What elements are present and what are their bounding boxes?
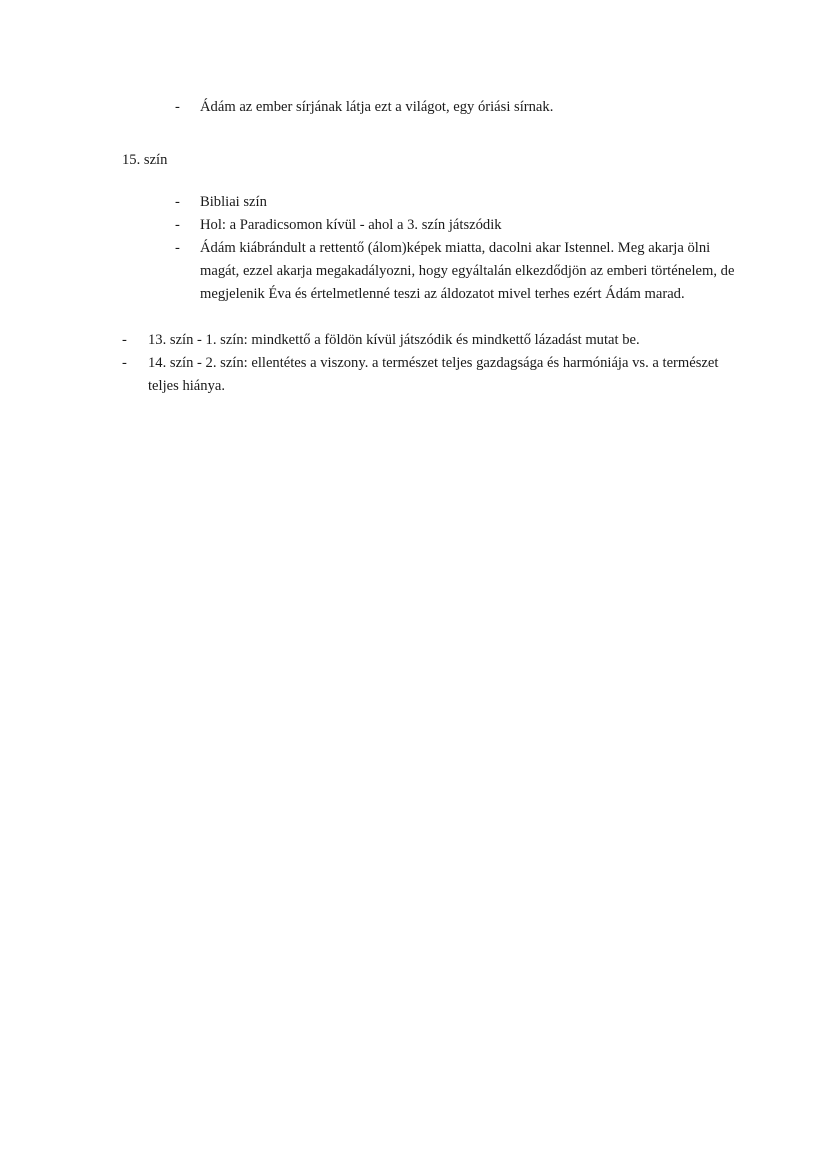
list-item-text: 13. szín - 1. szín: mindkettő a földön kívül játszódik és mindkettő lázadást mutat be. xyxy=(148,332,640,348)
bullet-marker-icon: - xyxy=(122,355,127,371)
bullet-marker-icon: - xyxy=(175,217,180,233)
bullet-marker-icon: - xyxy=(175,194,180,210)
section-heading: 15. szín xyxy=(122,152,168,168)
spacer xyxy=(0,119,828,149)
spacer xyxy=(0,172,828,191)
bullet-marker-icon: - xyxy=(175,99,180,115)
list-item-text: Ádám az ember sírjának látja ezt a világot, egy óriási sírnak. xyxy=(200,99,554,115)
list-item-text: 14. szín - 2. szín: ellentétes a viszony. a természet teljes gazdagsága és harmóniája vs. a természet teljes hiánya. xyxy=(148,355,719,394)
spacer xyxy=(0,306,828,329)
document-body xyxy=(0,96,828,398)
list-item xyxy=(0,237,828,306)
list-item-text: Hol: a Paradicsomon kívül - ahol a 3. szín játszódik xyxy=(200,217,502,233)
list-item xyxy=(0,329,828,352)
list-item xyxy=(0,214,828,237)
bullet-marker-icon: - xyxy=(175,240,180,256)
bullet-marker-icon: - xyxy=(122,332,127,348)
list-item xyxy=(0,96,828,119)
list-item xyxy=(0,352,828,398)
list-item-text: Bibliai szín xyxy=(200,194,267,210)
list-item-text: Ádám kiábrándult a rettentő (álom)képek miatta, dacolni akar Istennel. Meg akarja ölni magát, ezzel akarja megakadályozni, hogy egyáltalán elkezdődjön az emberi történelem, de megjelenik Éva és értelmetlenné teszi az áldozatot mivel terhes ezért Ádám marad. xyxy=(200,240,735,302)
list-item xyxy=(0,191,828,214)
